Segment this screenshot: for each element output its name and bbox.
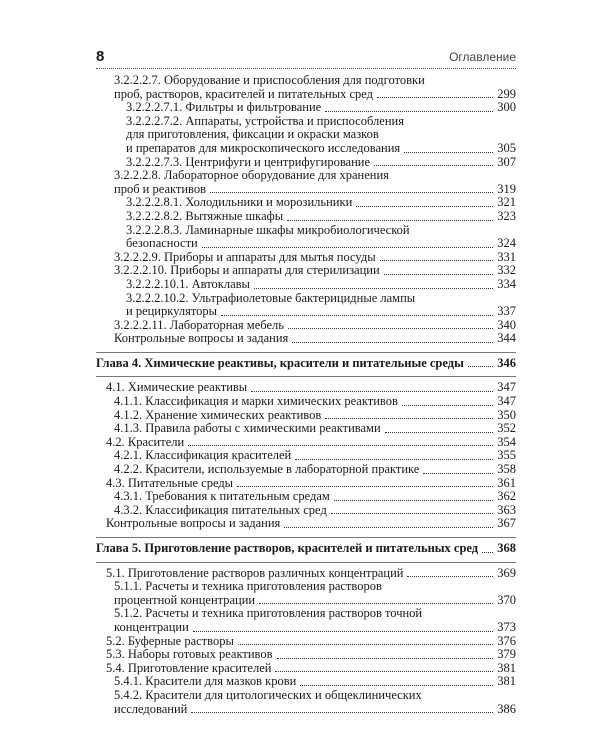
leader-dots bbox=[380, 260, 494, 261]
toc-entry-title: 4.2. Красители bbox=[106, 434, 185, 449]
toc-entry-title: 3.2.2.2.8.2. Вытяжные шкафы bbox=[126, 208, 284, 223]
toc-entry-title: 4.1.3. Правила работы с химическими реактивами bbox=[114, 421, 381, 436]
leader-dots bbox=[210, 192, 493, 193]
toc-page-number: 321 bbox=[497, 195, 516, 210]
toc-entry-title: 4.3.2. Классификация питательных сред bbox=[114, 502, 327, 517]
toc-page-number: 346 bbox=[497, 355, 516, 370]
toc-page-number: 347 bbox=[497, 380, 516, 395]
toc-page-number: 386 bbox=[497, 701, 516, 716]
leader-dots bbox=[193, 631, 493, 632]
toc-entry-title: Контрольные вопросы и задания bbox=[114, 331, 289, 346]
toc-entry[interactable] bbox=[126, 305, 516, 319]
leader-dots bbox=[407, 576, 493, 577]
toc-entry-title: 5.4.1. Красители для мазков крови bbox=[114, 674, 297, 689]
toc-entry-title: исследований bbox=[114, 701, 188, 716]
toc-entry-line: 3.2.2.2.10.2. Ультрафиолетовые бактерицидные лампы bbox=[126, 290, 416, 305]
toc-entry-line: 5.1.2. Расчеты и техника приготовления растворов точной bbox=[114, 606, 423, 621]
leader-dots bbox=[238, 644, 493, 645]
toc-chapter[interactable] bbox=[96, 357, 516, 371]
toc-entry[interactable] bbox=[114, 319, 516, 333]
leader-dots bbox=[384, 274, 494, 275]
toc-entry-title: 4.2.2. Красители, используемые в лабораторной практике bbox=[114, 462, 420, 477]
toc-page-number: 340 bbox=[497, 317, 516, 332]
toc-page-number: 331 bbox=[497, 249, 516, 264]
leader-dots bbox=[202, 247, 494, 248]
toc-entry-title: проб и реактивов bbox=[114, 181, 207, 196]
toc-entry-title: 3.2.2.2.10.1. Автоклавы bbox=[126, 276, 250, 291]
toc-entry[interactable] bbox=[114, 395, 516, 409]
chapter-divider bbox=[96, 537, 516, 538]
toc-entry-line: 3.2.2.2.8.3. Ламинарные шкафы микробиологической bbox=[126, 222, 410, 237]
toc-entry[interactable] bbox=[114, 621, 516, 635]
toc-entry-title: 3.2.2.2.7.3. Центрифуги и центрифугирование bbox=[126, 154, 371, 169]
toc-page-number: 352 bbox=[497, 421, 516, 436]
toc-entry-line: 3.2.2.2.7.2. Аппараты, устройства и приспособления bbox=[126, 113, 404, 128]
toc-entry-title: 3.2.2.2.7.1. Фильтры и фильтрование bbox=[126, 100, 322, 115]
toc-entry[interactable] bbox=[106, 477, 516, 491]
toc-entry-title: 3.2.2.2.11. Лабораторная мебель bbox=[114, 317, 284, 332]
leader-dots bbox=[251, 391, 493, 392]
leader-dots bbox=[292, 342, 493, 343]
running-title: Оглавление bbox=[449, 50, 516, 64]
page-number: 8 bbox=[96, 48, 105, 65]
toc-entry[interactable] bbox=[126, 278, 516, 292]
toc-entry[interactable] bbox=[126, 196, 516, 210]
toc-entry-title: процентной концентрации bbox=[114, 592, 256, 607]
toc-page-number: 379 bbox=[497, 647, 516, 662]
chapter-divider bbox=[96, 376, 516, 377]
toc-page-number: 381 bbox=[497, 674, 516, 689]
toc-entry[interactable] bbox=[114, 594, 516, 608]
toc-entry[interactable] bbox=[114, 703, 516, 717]
leader-dots bbox=[259, 603, 493, 604]
toc-page-number: 337 bbox=[497, 304, 516, 319]
toc-entry[interactable] bbox=[114, 264, 516, 278]
toc-page-number: 305 bbox=[497, 140, 516, 155]
toc-entry-line: для приготовления, фиксации и окраски мазков bbox=[126, 127, 379, 142]
toc-entry-line: 3.2.2.2.7. Оборудование и приспособления для подготовки bbox=[114, 73, 425, 87]
toc-page-number: 299 bbox=[497, 86, 516, 101]
toc-chapter[interactable] bbox=[96, 542, 516, 556]
toc-entry[interactable] bbox=[114, 449, 516, 463]
toc-entry-title: проб, растворов, красителей и питательных сред bbox=[114, 86, 374, 101]
leader-dots bbox=[385, 432, 494, 433]
chapter-divider bbox=[96, 562, 516, 563]
leader-dots bbox=[254, 288, 493, 289]
toc-page-number: 358 bbox=[497, 462, 516, 477]
toc-page-number: 367 bbox=[497, 516, 516, 531]
leader-dots bbox=[404, 152, 493, 153]
toc-entry[interactable] bbox=[114, 332, 516, 346]
toc-entry[interactable] bbox=[114, 675, 516, 689]
leader-dots bbox=[356, 206, 493, 207]
chapter-divider bbox=[96, 352, 516, 353]
leader-dots bbox=[325, 111, 493, 112]
leader-dots bbox=[191, 712, 493, 713]
leader-dots bbox=[287, 220, 493, 221]
leader-dots bbox=[300, 685, 493, 686]
toc-entry[interactable] bbox=[114, 504, 516, 518]
toc-page-number: 324 bbox=[497, 236, 516, 251]
toc-entry[interactable] bbox=[114, 88, 516, 102]
toc-entry-title: 4.1. Химические реактивы bbox=[106, 380, 248, 395]
toc-entry-title: 5.3. Наборы готовых реактивов bbox=[106, 647, 273, 662]
toc-page-number: 363 bbox=[497, 502, 516, 517]
toc-entry-title: 4.1.1. Классификация и марки химических реактивов bbox=[114, 394, 398, 409]
toc-page-number: 370 bbox=[497, 592, 516, 607]
toc-page-number: 369 bbox=[497, 565, 516, 580]
toc-entry-title: безопасности bbox=[126, 236, 198, 251]
toc-entry[interactable] bbox=[106, 517, 516, 531]
leader-dots bbox=[284, 527, 493, 528]
toc-entry-title: и рециркуляторы bbox=[126, 304, 218, 319]
toc-page-number: 323 bbox=[497, 208, 516, 223]
leader-dots bbox=[334, 500, 493, 501]
toc-entry-title: 5.2. Буферные растворы bbox=[106, 633, 234, 648]
toc-entry[interactable] bbox=[114, 463, 516, 477]
leader-dots bbox=[482, 552, 493, 553]
toc-entry[interactable] bbox=[106, 381, 516, 395]
toc-entry-title: Контрольные вопросы и задания bbox=[106, 516, 281, 531]
page-header bbox=[96, 48, 516, 69]
toc-entry[interactable] bbox=[126, 101, 516, 115]
toc-entry[interactable] bbox=[126, 142, 516, 156]
toc-page-number: 362 bbox=[497, 489, 516, 504]
toc-entry-title: 3.2.2.2.9. Приборы и аппараты для мытья посуды bbox=[114, 249, 376, 264]
toc-chapter-title: Глава 4. Химические реактивы, красители и питательные среды bbox=[96, 355, 464, 370]
toc-page-number: 332 bbox=[497, 263, 516, 278]
toc-entry[interactable] bbox=[126, 156, 516, 170]
toc-page-number: 355 bbox=[497, 448, 516, 463]
leader-dots bbox=[277, 658, 494, 659]
toc-page-number: 354 bbox=[497, 434, 516, 449]
toc-page-number: 350 bbox=[497, 407, 516, 422]
leader-dots bbox=[468, 366, 493, 367]
toc-page-number: 373 bbox=[497, 619, 516, 634]
leader-dots bbox=[325, 418, 493, 419]
toc-page-number: 344 bbox=[497, 331, 516, 346]
toc-entry-line: 5.4.2. Красители для цитологических и общеклинических bbox=[114, 687, 422, 702]
toc-entry-line: 5.1.1. Расчеты и техника приготовления растворов bbox=[114, 579, 382, 594]
toc-entry[interactable] bbox=[106, 648, 516, 662]
toc-entry-title: 4.3.1. Требования к питательным средам bbox=[114, 489, 330, 504]
leader-dots bbox=[377, 97, 493, 98]
toc-page-number: 361 bbox=[497, 475, 516, 490]
toc-page-number: 319 bbox=[497, 181, 516, 196]
toc-entry[interactable] bbox=[106, 436, 516, 450]
leader-dots bbox=[423, 473, 493, 474]
toc-entry[interactable] bbox=[114, 409, 516, 423]
leader-dots bbox=[402, 405, 493, 406]
toc-entry-title: 4.3. Питательные среды bbox=[106, 475, 234, 490]
table-of-contents bbox=[96, 74, 516, 716]
toc-entry-line: 3.2.2.2.8. Лабораторное оборудование для хранения bbox=[114, 168, 389, 183]
toc-entry-title: 5.4. Приготовление красителей bbox=[106, 660, 272, 675]
toc-page-number: 334 bbox=[497, 276, 516, 291]
toc-entry[interactable] bbox=[114, 490, 516, 504]
toc-entry-title: 5.1. Приготовление растворов различных концентраций bbox=[106, 565, 404, 580]
toc-entry[interactable] bbox=[114, 422, 516, 436]
leader-dots bbox=[188, 445, 493, 446]
leader-dots bbox=[331, 513, 493, 514]
toc-entry[interactable] bbox=[106, 635, 516, 649]
leader-dots bbox=[221, 315, 493, 316]
leader-dots bbox=[295, 459, 493, 460]
toc-entry[interactable] bbox=[114, 183, 516, 197]
toc-page-number: 307 bbox=[497, 154, 516, 169]
toc-page-number: 347 bbox=[497, 394, 516, 409]
toc-page-number: 300 bbox=[497, 100, 516, 115]
toc-entry-title: 3.2.2.2.8.1. Холодильники и морозильники bbox=[126, 195, 353, 210]
leader-dots bbox=[374, 165, 493, 166]
toc-entry-title: и препаратов для микроскопического исследования bbox=[126, 140, 401, 155]
leader-dots bbox=[275, 671, 493, 672]
toc-entry-title: концентрации bbox=[114, 619, 189, 634]
toc-entry[interactable] bbox=[126, 237, 516, 251]
toc-page-number: 381 bbox=[497, 660, 516, 675]
toc-chapter-title: Глава 5. Приготовление растворов, красителей и питательных сред bbox=[96, 541, 479, 555]
toc-entry[interactable] bbox=[126, 210, 516, 224]
toc-page-number: 376 bbox=[497, 633, 516, 648]
toc-entry-title: 4.1.2. Хранение химических реактивов bbox=[114, 407, 322, 422]
leader-dots bbox=[288, 328, 493, 329]
toc-entry[interactable] bbox=[114, 251, 516, 265]
leader-dots bbox=[237, 486, 493, 487]
toc-entry-title: 4.2.1. Классификация красителей bbox=[114, 448, 292, 463]
toc-entry[interactable] bbox=[106, 662, 516, 676]
toc-page-number: 368 bbox=[497, 541, 516, 555]
toc-entry[interactable] bbox=[106, 567, 516, 581]
toc-entry-title: 3.2.2.2.10. Приборы и аппараты для стерилизации bbox=[114, 263, 380, 278]
